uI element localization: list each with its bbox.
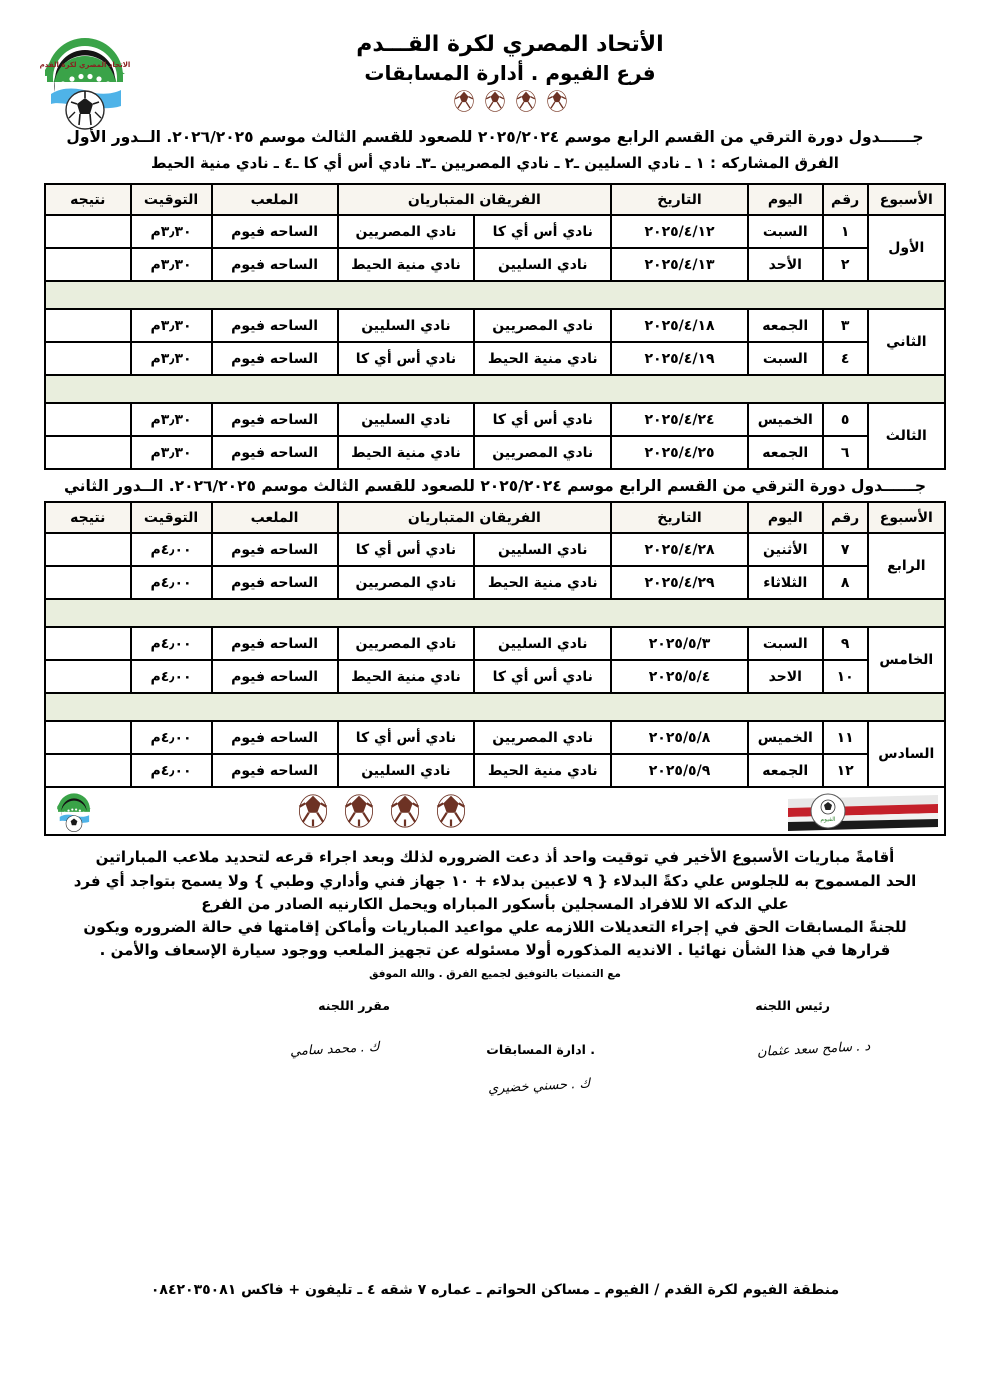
band-ball-group (296, 794, 468, 828)
team-b-cell: نادي السليين (338, 309, 475, 342)
match-day-cell: الجمعه (748, 754, 823, 787)
round2-table-wrap (0, 501, 990, 788)
week-separator-cell (45, 693, 945, 721)
col-teams: الفريقان المتباريان (338, 184, 612, 215)
team-b-cell: نادي أس أي كا (338, 342, 475, 375)
match-date-cell: ٢٠٢٥/٤/٢٨ (611, 533, 748, 566)
week-label-cell: الرابع (868, 533, 945, 599)
team-b-cell: نادي منية الحيط (338, 248, 475, 281)
egypt-flag-emblem-icon (788, 791, 938, 831)
time-cell: ٤٫٠٠م (131, 566, 212, 599)
time-cell: ٤٫٠٠م (131, 754, 212, 787)
col-day: اليوم (748, 502, 823, 533)
match-date-cell: ٢٠٢٥/٤/١٩ (611, 342, 748, 375)
week-separator-cell (45, 375, 945, 403)
table-row (45, 566, 945, 599)
time-cell: ٣٫٣٠م (131, 309, 212, 342)
venue-cell: الساحه فيوم (212, 721, 338, 754)
col-day: اليوم (748, 184, 823, 215)
footer-address: منطقة الفيوم لكرة القدم / الفيوم ـ مساكن الحواتم ـ عماره ٧ شقه ٤ ـ تليفون + فاكس ٠٨٤٢٠٣٥٠٨١ (150, 1282, 840, 1298)
team-a-cell: نادي المصريين (474, 721, 611, 754)
match-day-cell: السبت (748, 215, 823, 248)
match-day-cell: الثلاثاء (748, 566, 823, 599)
match-number-cell: ١١ (823, 721, 868, 754)
venue-cell: الساحه فيوم (212, 660, 338, 693)
match-number-cell: ١٠ (823, 660, 868, 693)
match-date-cell: ٢٠٢٥/٤/١٢ (611, 215, 748, 248)
time-cell: ٣٫٣٠م (131, 215, 212, 248)
match-date-cell: ٢٠٢٥/٤/٢٥ (611, 436, 748, 469)
match-date-cell: ٢٠٢٥/٥/٨ (611, 721, 748, 754)
match-date-cell: ٢٠٢٥/٥/٤ (611, 660, 748, 693)
match-day-cell: الأحد (748, 248, 823, 281)
note-line: للجنةً المسابقات الحق في إجراء التعديلات اللازمه علي مواعيد المباريات وأماكن إقامتها في حالة الضروره ويكون (83, 918, 907, 936)
team-a-cell: نادي أس أي كا (474, 660, 611, 693)
match-number-cell: ٤ (823, 342, 868, 375)
col-result: نتيجه (45, 184, 131, 215)
match-number-cell: ٩ (823, 627, 868, 660)
svg-text:الاتحاد المصري لكرة القدم: الاتحاد المصري لكرة القدم (39, 61, 131, 69)
competitions-signature: ك . حسني خضيري (487, 1075, 591, 1097)
secretary-role-label: مقرر اللجنه (318, 997, 390, 1013)
venue-cell: الساحه فيوم (212, 403, 338, 436)
match-date-cell: ٢٠٢٥/٤/٢٤ (611, 403, 748, 436)
match-number-cell: ٣ (823, 309, 868, 342)
time-cell: ٤٫٠٠م (131, 533, 212, 566)
match-date-cell: ٢٠٢٥/٤/١٨ (611, 309, 748, 342)
match-number-cell: ١ (823, 215, 868, 248)
football-icon (546, 90, 568, 112)
team-a-cell: نادي المصريين (474, 309, 611, 342)
notes-section (0, 836, 990, 979)
match-number-cell: ٧ (823, 533, 868, 566)
secretary-signature: ك . محمد سامي (290, 1039, 381, 1059)
match-day-cell: السبت (748, 342, 823, 375)
match-day-cell: الخميس (748, 403, 823, 436)
team-a-cell: نادي منية الحيط (474, 342, 611, 375)
team-b-cell: نادي المصريين (338, 627, 475, 660)
note-line: الحد المسموح به للجلوس علي دكةً البدلاء { ٩ لاعبين بدلاء + ١٠ جهاز فني وأداري وطبي } ولا يسمح بتواجد أي فرد (73, 871, 917, 890)
match-day-cell: الجمعه (748, 309, 823, 342)
table-row (45, 754, 945, 787)
team-a-cell: نادي منية الحيط (474, 566, 611, 599)
time-cell: ٣٫٣٠م (131, 342, 212, 375)
week-label-cell: الأول (868, 215, 945, 281)
chairman-role-label: رئيس اللجنه (755, 997, 830, 1013)
table-row (45, 248, 945, 281)
note-line: قرارها في هذا الشأن نهائيا . الانديه المذكوره أولا مسئوله عن تجهيز الملعب ووجود سيارة الإسعاف والأمن . (99, 941, 891, 960)
table-row (45, 215, 945, 248)
branch-name: فرع الفيوم . أدارة المسابقات (364, 60, 656, 85)
team-b-cell: نادي أس أي كا (338, 721, 475, 754)
table-row (45, 721, 945, 754)
fayoum-logo-icon (52, 790, 96, 832)
col-week: الأسبوع (868, 184, 945, 215)
table-header-row (45, 184, 945, 215)
match-number-cell: ٦ (823, 436, 868, 469)
result-cell[interactable] (45, 721, 131, 754)
result-cell[interactable] (45, 215, 131, 248)
team-b-cell: نادي أس أي كا (338, 533, 475, 566)
match-date-cell: ٢٠٢٥/٥/٩ (611, 754, 748, 787)
week-separator-row (45, 693, 945, 721)
time-cell: ٤٫٠٠م (131, 627, 212, 660)
result-cell[interactable] (45, 566, 131, 599)
football-icon (434, 794, 468, 828)
football-icon (342, 794, 376, 828)
team-a-cell: نادي المصريين (474, 436, 611, 469)
result-cell[interactable] (45, 403, 131, 436)
football-icon (388, 794, 422, 828)
result-cell[interactable] (45, 754, 131, 787)
match-date-cell: ٢٠٢٥/٤/٢٩ (611, 566, 748, 599)
team-b-cell: نادي منية الحيط (338, 660, 475, 693)
result-cell[interactable] (45, 342, 131, 375)
match-day-cell: الأثنين (748, 533, 823, 566)
match-date-cell: ٢٠٢٥/٥/٣ (611, 627, 748, 660)
match-day-cell: الخميس (748, 721, 823, 754)
round1-table-body (45, 215, 945, 469)
table-header-row (45, 502, 945, 533)
round2-schedule-table (44, 501, 946, 788)
team-b-cell: نادي السليين (338, 403, 475, 436)
result-cell[interactable] (45, 248, 131, 281)
week-separator-row (45, 599, 945, 627)
week-label-cell: الخامس (868, 627, 945, 693)
week-separator-row (45, 281, 945, 309)
organization-name: الأتحاد المصري لكرة القـــدم (356, 32, 664, 57)
venue-cell: الساحه فيوم (212, 533, 338, 566)
note-line: أقامةً مباريات الأسبوع الأخير في توقيت واحد أذ دعت الضروره لذلك وبعد اجراء قرعه لتحديد ملاعب المباراتين (95, 848, 895, 867)
egyptian-fa-fayoum-logo-icon (39, 30, 131, 130)
venue-cell: الساحه فيوم (212, 309, 338, 342)
week-separator-cell (45, 599, 945, 627)
football-icon (515, 90, 537, 112)
round1-schedule-table (44, 183, 946, 470)
match-day-cell: السبت (748, 627, 823, 660)
closing-wish: مع التمنيات بالتوفيق لجميع الفرق . والله الموفق (369, 967, 621, 980)
table-row (45, 660, 945, 693)
header-logo-container (30, 30, 140, 130)
match-number-cell: ٢ (823, 248, 868, 281)
col-date: التاريخ (611, 184, 748, 215)
venue-cell: الساحه فيوم (212, 627, 338, 660)
result-cell[interactable] (45, 436, 131, 469)
col-result: نتيجه (45, 502, 131, 533)
venue-cell: الساحه فيوم (212, 566, 338, 599)
decorative-band (44, 788, 946, 836)
football-icon (484, 90, 506, 112)
document-header (0, 0, 990, 120)
round1-table-wrap (0, 183, 990, 470)
table-row (45, 627, 945, 660)
week-label-cell: الثاني (868, 309, 945, 375)
result-cell[interactable] (45, 309, 131, 342)
participating-teams: الفرق المشاركه : ١ ـ نادي السليين ـ٢ ـ نادي المصريين ـ٣ـ نادي أس أي كا ـ٤ ـ نادي منية الحيط (151, 154, 839, 173)
signature-section (0, 984, 990, 1134)
match-day-cell: الاحد (748, 660, 823, 693)
match-number-cell: ٨ (823, 566, 868, 599)
chairman-signature: د . سامح سعد عثمان (756, 1038, 871, 1060)
team-a-cell: نادي السليين (474, 248, 611, 281)
team-b-cell: نادي المصريين (338, 566, 475, 599)
match-number-cell: ١٢ (823, 754, 868, 787)
table-row (45, 533, 945, 566)
team-a-cell: نادي منية الحيط (474, 754, 611, 787)
col-no: رقم (823, 502, 868, 533)
week-separator-row (45, 375, 945, 403)
round1-title-block (0, 126, 990, 175)
team-b-cell: نادي السليين (338, 754, 475, 787)
col-week: الأسبوع (868, 502, 945, 533)
header-text-block (180, 30, 960, 112)
team-a-cell: نادي السليين (474, 533, 611, 566)
result-cell[interactable] (45, 627, 131, 660)
col-no: رقم (823, 184, 868, 215)
result-cell[interactable] (45, 660, 131, 693)
time-cell: ٤٫٠٠م (131, 660, 212, 693)
match-date-cell: ٢٠٢٥/٤/١٣ (611, 248, 748, 281)
venue-cell: الساحه فيوم (212, 215, 338, 248)
week-label-cell: السادس (868, 721, 945, 787)
svg-text:الفيوم: الفيوم (820, 816, 836, 824)
week-separator-cell (45, 281, 945, 309)
venue-cell: الساحه فيوم (212, 342, 338, 375)
col-venue: الملعب (212, 184, 338, 215)
week-label-cell: الثالث (868, 403, 945, 469)
venue-cell: الساحه فيوم (212, 754, 338, 787)
team-a-cell: نادي السليين (474, 627, 611, 660)
time-cell: ٤٫٠٠م (131, 721, 212, 754)
football-icon (296, 794, 330, 828)
result-cell[interactable] (45, 533, 131, 566)
col-date: التاريخ (611, 502, 748, 533)
col-venue: الملعب (212, 502, 338, 533)
round2-table-body (45, 533, 945, 787)
col-time: التوقيت (131, 502, 212, 533)
competitions-role-label: . ادارة المسابقات (486, 1041, 595, 1057)
team-b-cell: نادي المصريين (338, 215, 475, 248)
table-row (45, 309, 945, 342)
round1-title: جــــــدول دورة الترقي من القسم الرابع موسم ٢٠٢٥/٢٠٢٤ للصعود للقسم الثالث موسم ٢٠٢٦/٢٠٢٥. الــدور الأول (66, 128, 924, 146)
round2-title: جــــــدول دورة الترقي من القسم الرابع موسم ٢٠٢٥/٢٠٢٤ للصعود للقسم الثالث موسم ٢٠٢٦/٢٠٢٥. الــدور الثاني (63, 477, 927, 496)
team-a-cell: نادي أس أي كا (474, 403, 611, 436)
table-row (45, 403, 945, 436)
football-icon (453, 90, 475, 112)
match-number-cell: ٥ (823, 403, 868, 436)
time-cell: ٣٫٣٠م (131, 403, 212, 436)
venue-cell: الساحه فيوم (212, 248, 338, 281)
table-row (45, 436, 945, 469)
col-teams: الفريقان المتباريان (338, 502, 612, 533)
col-time: التوقيت (131, 184, 212, 215)
venue-cell: الساحه فيوم (212, 436, 338, 469)
header-ball-decoration (180, 90, 840, 112)
team-b-cell: نادي منية الحيط (338, 436, 475, 469)
match-day-cell: الجمعه (748, 436, 823, 469)
table-row (45, 342, 945, 375)
time-cell: ٣٫٣٠م (131, 248, 212, 281)
time-cell: ٣٫٣٠م (131, 436, 212, 469)
team-a-cell: نادي أس أي كا (474, 215, 611, 248)
note-line: علي الدكه الا للافراد المسجلين بأسكور المباراه ويحمل الكارنيه الصادر من الفرع (201, 894, 789, 913)
